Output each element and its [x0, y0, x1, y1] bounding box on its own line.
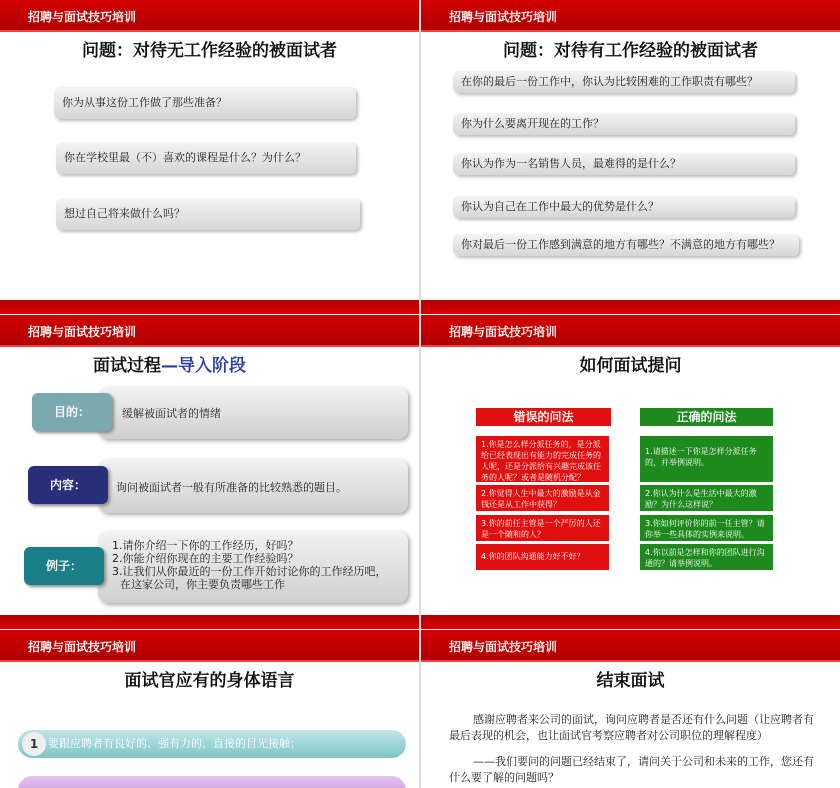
question-item: 你为什么要离开现在的工作？	[453, 113, 795, 135]
slide-title: 问题：对待有工作经验的被面试者	[503, 41, 758, 61]
slide-how-to-ask	[421, 315, 840, 629]
body-language-item: 要跟应聘者有良好的、强有力的、直接的目光接触；	[18, 730, 406, 758]
slide-no-experience	[0, 0, 419, 314]
header-label: 招聘与面试技巧培训	[449, 10, 558, 24]
question-item: 你认为自己在工作中最大的优势是什么？	[453, 196, 795, 218]
slide-closing	[421, 630, 840, 788]
slide-footer	[421, 300, 840, 314]
question-item: 你对最后一份工作感到满意的地方有哪些？不满意的地方有哪些？	[453, 234, 799, 256]
slide-title: 问题：对待无工作经验的被面试者	[82, 41, 337, 61]
question-item: 想过自己将来做什么吗？	[56, 198, 360, 230]
question-item: 你在学校里最（不）喜欢的课程是什么？为什么？	[56, 142, 356, 174]
slide-header	[0, 315, 419, 347]
wrong-item: 2.你觉得人生中最大的激励是从金钱还是从工作中获得？	[476, 485, 609, 511]
slide-header	[421, 0, 840, 32]
header-label: 招聘与面试技巧培训	[449, 325, 558, 339]
slide-header	[0, 0, 419, 32]
header-label: 招聘与面试技巧培训	[449, 640, 558, 654]
right-item: 4.你以前是怎样和你的团队进行沟通的？请举例说明。	[640, 544, 773, 570]
slide-footer	[0, 300, 419, 314]
title-main: 面试过程	[93, 356, 161, 376]
slide-title: 结束面试	[596, 671, 665, 691]
header-label: 招聘与面试技巧培训	[28, 640, 137, 654]
question-item: 你为从事这份工作做了那些准备？	[54, 87, 356, 119]
example-line: 3.让我们从你最近的一份工作开始讨论你的工作经历吧，	[112, 565, 387, 578]
example-line: 在这家公司，你主要负责哪些工作	[120, 578, 285, 591]
wrong-header: 错误的问法	[476, 408, 611, 426]
wrong-item: 3.你的前任主管是一个严厉的人还是一个随和的人？	[476, 515, 609, 541]
slide-header	[0, 630, 419, 662]
wrong-item: 4.你的团队沟通能力好不好？	[476, 544, 609, 570]
slide-header	[421, 630, 840, 662]
item-number: 1	[22, 732, 46, 756]
wrong-item: 1.你是怎么样分派任务的，是分派给已经表现出有能力的完成任务的人呢，还是分派给有兴趣完成该任务的人呢？或者是随机分配？	[476, 436, 609, 482]
purpose-tag: 目的：	[32, 393, 112, 431]
slide-title: 面试官应有的身体语言	[124, 671, 295, 691]
slide-title	[0, 351, 379, 376]
title-highlight: —导入阶段	[161, 356, 246, 376]
slide-title: 如何面试提问	[579, 356, 682, 376]
header-label: 招聘与面试技巧培训	[28, 10, 137, 24]
right-item: 1.请描述一下你是怎样分派任务的，并举例说明。	[640, 436, 773, 482]
body-language-item-partial	[18, 776, 406, 788]
slide-footer	[0, 615, 419, 629]
slide-with-experience	[421, 0, 840, 314]
question-item: 你认为作为一名销售人员，最难得的是什么？	[453, 153, 795, 175]
slide-body-language	[0, 630, 419, 788]
question-item: 在你的最后一份工作中，你认为比较困难的工作职责有哪些？	[453, 71, 795, 93]
example-tag: 例子：	[24, 547, 104, 585]
slide-footer	[421, 615, 840, 629]
right-item: 3.你如何评价你的前一任主管？请你举一些具体的实例来说明。	[640, 515, 773, 541]
right-item: 2.你认为什么是生活中最大的激励？为什么这样说？	[640, 485, 773, 511]
purpose-box: 缓解被面试者的情绪	[98, 387, 408, 439]
example-line: 2.你能介绍你现在的主要工作经验吗？	[112, 552, 299, 565]
slide-header	[421, 315, 840, 347]
header-label: 招聘与面试技巧培训	[28, 325, 137, 339]
closing-paragraph-2: ——我们要问的问题已经结束了，请问关于公司和未来的工作，您还有什么要了解的问题吗？	[449, 755, 814, 784]
content-box: 询问被面试者一般有所准备的比较熟悉的题目。	[98, 459, 408, 513]
right-header: 正确的问法	[640, 408, 773, 426]
closing-paragraph-1: 感谢应聘者来公司的面试，询问应聘者是否还有什么问题（让应聘者有最后表现的机会，也让面试官考察应聘者对公司职位的理解程度）	[449, 713, 814, 742]
slide-intro-stage	[0, 315, 419, 629]
example-line: 1.请你介绍一下你的工作经历，好吗？	[112, 539, 299, 552]
content-tag: 内容：	[28, 466, 108, 504]
example-box	[98, 531, 408, 603]
